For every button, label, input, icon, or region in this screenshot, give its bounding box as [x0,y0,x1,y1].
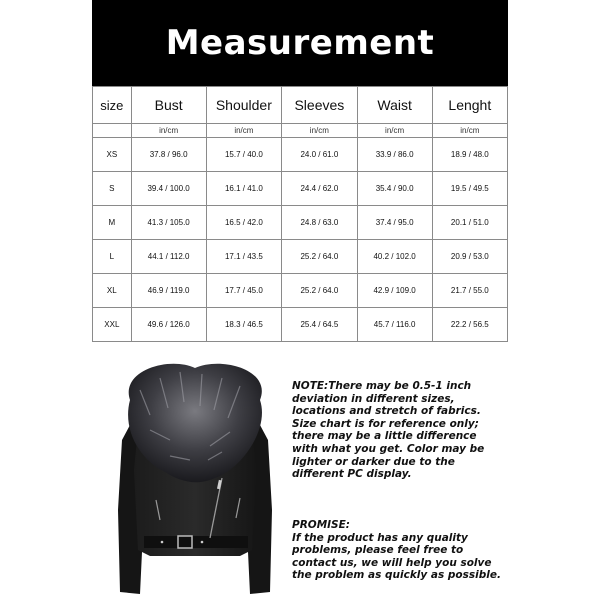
size-cell: XXL [93,308,132,342]
waist-cell: 45.7 / 116.0 [357,308,432,342]
size-chart-table [92,86,508,342]
length-cell: 18.9 / 48.0 [432,138,507,172]
column-header-length: Lenght [432,87,507,124]
table-row [93,274,508,308]
unit-label: in/cm [206,124,282,138]
size-cell: XL [93,274,132,308]
sleeves-cell: 25.2 / 64.0 [282,274,357,308]
size-cell: M [93,206,132,240]
shoulder-cell: 17.7 / 45.0 [206,274,282,308]
shoulder-cell: 18.3 / 46.5 [206,308,282,342]
bust-cell: 41.3 / 105.0 [131,206,206,240]
column-header-sleeves: Sleeves [282,87,357,124]
bust-cell: 37.8 / 96.0 [131,138,206,172]
column-header-waist: Waist [357,87,432,124]
shoulder-cell: 15.7 / 40.0 [206,138,282,172]
sleeves-cell: 24.8 / 63.0 [282,206,357,240]
bust-cell: 39.4 / 100.0 [131,172,206,206]
sleeves-cell: 24.4 / 62.0 [282,172,357,206]
length-cell: 19.5 / 49.5 [432,172,507,206]
length-cell: 21.7 / 55.0 [432,274,507,308]
bust-cell: 44.1 / 112.0 [131,240,206,274]
waist-cell: 40.2 / 102.0 [357,240,432,274]
unit-label: in/cm [432,124,507,138]
table-row [93,172,508,206]
shoulder-cell: 16.1 / 41.0 [206,172,282,206]
promise-title: PROMISE: [292,519,350,531]
shoulder-cell: 16.5 / 42.0 [206,206,282,240]
header-band [92,0,508,86]
unit-label: in/cm [282,124,357,138]
table-row [93,206,508,240]
units-cell-empty [93,124,132,138]
bust-cell: 46.9 / 119.0 [131,274,206,308]
length-cell: 20.1 / 51.0 [432,206,507,240]
waist-cell: 35.4 / 90.0 [357,172,432,206]
unit-label: in/cm [357,124,432,138]
table-row [93,308,508,342]
table-header-row [93,87,508,124]
promise-block [292,519,502,582]
note-text: NOTE:There may be 0.5-1 inch deviation in different sizes, locations and stretch of fabrics. Size chart is for reference only; there may be a little difference with what you get. Color may be lighter or darker due to the different PC display. [292,380,485,481]
size-cell: XS [93,138,132,172]
column-header-size: size [93,87,132,124]
sleeves-cell: 25.2 / 64.0 [282,240,357,274]
sleeves-cell: 24.0 / 61.0 [282,138,357,172]
table-row [93,240,508,274]
size-cell: S [93,172,132,206]
units-row [93,124,508,138]
size-cell: L [93,240,132,274]
jacket-product-image [110,360,280,600]
bust-cell: 49.6 / 126.0 [131,308,206,342]
column-header-bust: Bust [131,87,206,124]
length-cell: 22.2 / 56.5 [432,308,507,342]
unit-label: in/cm [131,124,206,138]
promise-text: If the product has any quality problems, please feel free to contact us, we will help you solve the problem as quickly as possible. [292,531,501,582]
shoulder-cell: 17.1 / 43.5 [206,240,282,274]
page-title: Measurement [165,23,435,63]
waist-cell: 33.9 / 86.0 [357,138,432,172]
waist-cell: 42.9 / 109.0 [357,274,432,308]
column-header-shoulder: Shoulder [206,87,282,124]
jacket-belt [144,536,248,548]
table-row [93,138,508,172]
waist-cell: 37.4 / 95.0 [357,206,432,240]
length-cell: 20.9 / 53.0 [432,240,507,274]
sleeves-cell: 25.4 / 64.5 [282,308,357,342]
